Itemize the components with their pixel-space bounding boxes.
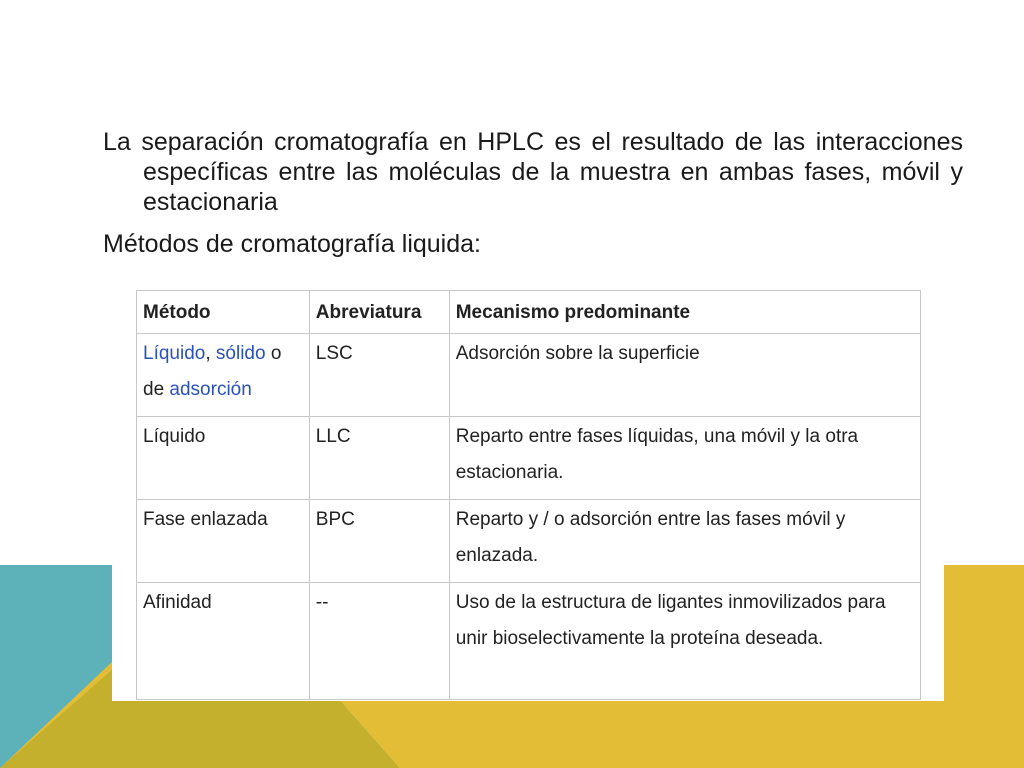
separator-text: o de: [143, 343, 282, 400]
cell-abreviatura: LSC: [309, 334, 449, 417]
cell-mecanismo: Adsorción sobre la superficie: [449, 334, 920, 417]
link-adsorcion[interactable]: adsorción: [169, 379, 252, 400]
cell-abreviatura: --: [309, 583, 449, 700]
link-solido[interactable]: sólido: [215, 343, 266, 364]
cell-metodo: Fase enlazada: [137, 500, 310, 583]
table-row: [137, 500, 921, 583]
methods-table: [136, 290, 921, 700]
link-liquido[interactable]: Líquido: [143, 343, 206, 364]
header-mecanismo: Mecanismo predominante: [449, 291, 920, 334]
cell-mecanismo: Uso de la estructura de ligantes inmovilizados para unir bioselectivamente la proteína deseada.: [449, 583, 920, 700]
table-row: [137, 583, 921, 700]
cell-abreviatura: LLC: [309, 417, 449, 500]
intro-paragraph: La separación cromatografía en HPLC es el resultado de las interacciones específicas entre las moléculas de la muestra en ambas fases, móvil y estacionaria: [103, 128, 963, 216]
table-header-row: [137, 291, 921, 334]
cell-mecanismo: Reparto y / o adsorción entre las fases móvil y enlazada.: [449, 500, 920, 583]
methods-heading: Métodos de cromatografía liquida:: [103, 230, 481, 258]
cell-metodo: Afinidad: [137, 583, 310, 700]
cell-mecanismo: Reparto entre fases líquidas, una móvil y la otra estacionaria.: [449, 417, 920, 500]
table-row: [137, 334, 921, 417]
cell-abreviatura: BPC: [309, 500, 449, 583]
yellow-block-bottom: [340, 700, 1024, 768]
header-metodo: Método: [137, 291, 310, 334]
yellow-block-right: [944, 565, 1024, 768]
cell-metodo: [137, 334, 310, 417]
header-abreviatura: Abreviatura: [309, 291, 449, 334]
cell-metodo: Líquido: [137, 417, 310, 500]
table-panel: [112, 280, 944, 701]
table-row: [137, 417, 921, 500]
separator-text: ,: [205, 343, 216, 364]
